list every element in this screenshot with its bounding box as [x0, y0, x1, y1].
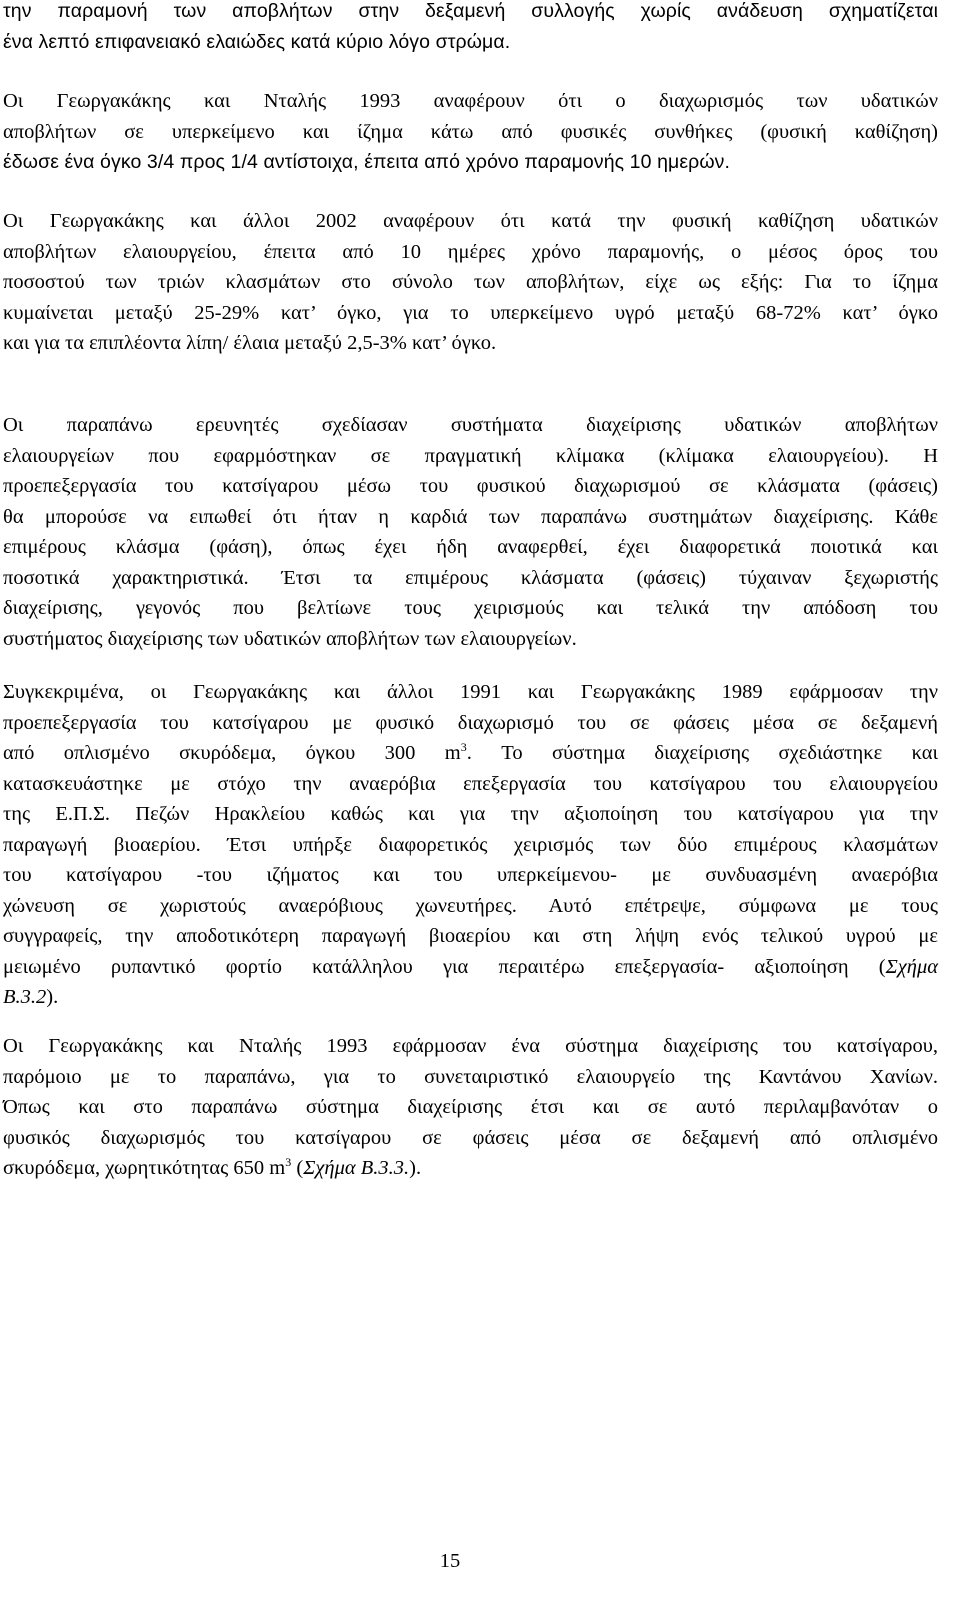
text-line: Συγκεκριμένα, οι Γεωργακάκης και άλλοι 1991 και Γεωργακάκης 1989 εφάρμοσαν την [3, 681, 938, 703]
text-line: ελαιουργείων που εφαρμόστηκαν σε πραγματική κλίμακα (κλίμακα ελαιουργείου). Η [3, 444, 938, 467]
text-line: αποβλήτων σε υπερκείμενο και ίζημα κάτω από φυσικές συνθήκες (φυσική καθίζηση) [3, 120, 938, 143]
text-line: χώνευση σε χωριστούς αναερόβιους χωνευτήρες. Αυτό επέτρεψε, σύμφωνα με τους [3, 894, 938, 917]
text-line: και για τα επιπλέοντα λίπη/ έλαια μεταξύ 2,5-3% κατ’ όγκο. [3, 332, 497, 354]
paragraph-georgakakis-ntalis-1993-end [3, 147, 938, 178]
text-line: Οι Γεωργακάκης και άλλοι 2002 αναφέρουν ότι κατά την φυσική καθίζηση υδατικών [3, 210, 938, 232]
text-fragment: από οπλισμένο σκυρόδεμα, όγκου 300 m [3, 742, 461, 764]
figure-reference-number: Β.3.2 [3, 986, 47, 1008]
text-line: συγγραφείς, την αποδοτικότερη παραγωγή βιοαερίου και στη λήψη ενός τελικού υγρού με [3, 925, 938, 947]
text-line-capacity [3, 1153, 938, 1184]
superscript-cubed: 3 [285, 1155, 292, 1170]
paragraph-kantanos [3, 1031, 938, 1184]
paragraph-management-systems [3, 410, 938, 654]
text-line: ποσοστού των τριών κλασμάτων στο σύνολο των αποβλήτων, είχε ως εξής: Για το ίζημα [3, 271, 938, 293]
text-line: κυμαίνεται μεταξύ 25-29% κατ’ όγκο, για το υπερκείμενο υγρό μεταξύ 68-72% κατ’ όγκο [3, 301, 938, 324]
text-line: θα μπορούσε να ειπωθεί ότι ήταν η καρδιά των παραπάνω συστημάτων διαχείρισης. Κάθε [3, 505, 938, 528]
text-fragment: . Το σύστημα διαχείρισης σχεδιάστηκε και [466, 742, 938, 764]
text-fragment: ). [409, 1157, 422, 1179]
text-line: Οι παραπάνω ερευνητές σχεδίασαν συστήματα διαχείρισης υδατικών αποβλήτων [3, 414, 938, 436]
text-line: προεπεξεργασία του κατσίγαρου με φυσικό διαχωρισμό του σε φάσεις μέσα σε δεξαμενή [3, 711, 938, 734]
text-line: την παραμονή των αποβλήτων στην δεξαμενή συλλογής χωρίς ανάδευση σχηματίζεται [3, 0, 938, 22]
text-line: ποσοτικά χαρακτηριστικά. Έτσι τα επιμέρους κλάσματα (φάσεις) τύχαιναν ξεχωριστής [3, 566, 938, 589]
text-line-figure-ref-end [3, 982, 938, 1013]
text-fragment: ( [291, 1157, 304, 1179]
paragraph-georgakakis-2002 [3, 206, 938, 359]
text-line: παρόμοιο με το παραπάνω, για το συνεταιριστικό ελαιουργείο της Καντάνου Χανίων. [3, 1065, 938, 1088]
text-line: αποβλήτων ελαιουργείου, έπειτα από 10 ημέρες χρόνο παραμονής, ο μέσος όρος του [3, 240, 938, 263]
text-line: επιμέρους κλάσμα (φάση), όπως έχει ήδη αναφερθεί, έχει διαφορετικά ποιοτικά και [3, 536, 938, 558]
text-fragment: ). [46, 986, 59, 1008]
text-fragment: σκυρόδεμα, χωρητικότητας 650 m [3, 1157, 286, 1179]
text-line: ένα λεπτό επιφανειακό ελαιώδες κατά κύριο λόγο στρώμα. [3, 30, 511, 53]
text-line: Οι Γεωργακάκης και Νταλής 1993 εφάρμοσαν ένα σύστημα διαχείρισης του κατσίγαρου, [3, 1035, 938, 1057]
paragraph-georgakakis-1991-1989 [3, 677, 938, 1013]
figure-reference: Σχήμα Β.3.3. [303, 1157, 410, 1179]
text-line: διαχείρισης, γεγονός που βελτίωνε τους χειρισμούς και τελικά την απόδοση του [3, 597, 938, 619]
text-line: παραγωγή βιοαερίου. Έτσι υπήρξε διαφορετικός χειρισμός των δύο επιμέρους κλασμάτων [3, 833, 938, 856]
figure-reference: Σχήμα [885, 955, 938, 978]
text-line: Οι Γεωργακάκης και Νταλής 1993 αναφέρουν ότι ο διαχωρισμός των υδατικών [3, 90, 938, 112]
paragraph-continuation [3, 0, 938, 57]
text-line: του κατσίγαρου -του ιζήματος και του υπερκείμενου- με συνδυασμένη αναερόβια [3, 864, 938, 886]
paragraph-georgakakis-ntalis-1993 [3, 86, 938, 147]
text-line-figure-ref [3, 952, 938, 983]
page-number: 15 [439, 1550, 461, 1572]
text-line: συστήματος διαχείρισης των υδατικών αποβλήτων των ελαιουργείων. [3, 627, 577, 650]
text-line: προεπεξεργασία του κατσίγαρου μέσω του φυσικού διαχωρισμού σε κλάσματα (φάσεις) [3, 475, 938, 497]
superscript-cubed: 3 [460, 740, 467, 755]
text-line: Όπως και στο παραπάνω σύστημα διαχείρισης έτσι και σε αυτό περιλαμβανόταν ο [3, 1096, 938, 1118]
text-line: κατασκευάστηκε με στόχο την αναερόβια επεξεργασία του κατσίγαρου του ελαιουργείου [3, 772, 938, 795]
text-fragment: μειωμένο ρυπαντικό φορτίο κατάλληλου για περαιτέρω επεξεργασία- αξιοποίηση ( [3, 955, 886, 978]
text-line-volume [3, 738, 938, 769]
text-line: φυσικός διαχωρισμός του κατσίγαρου σε φάσεις μέσα σε δεξαμενή από οπλισμένο [3, 1126, 938, 1149]
text-line: της Ε.Π.Σ. Πεζών Ηρακλείου καθώς και για την αξιοποίηση του κατσίγαρου για την [3, 803, 938, 825]
text-line: έδωσε ένα όγκο 3/4 προς 1/4 αντίστοιχα, έπειτα από χρόνο παραμονής 10 ημερών. [3, 151, 731, 173]
